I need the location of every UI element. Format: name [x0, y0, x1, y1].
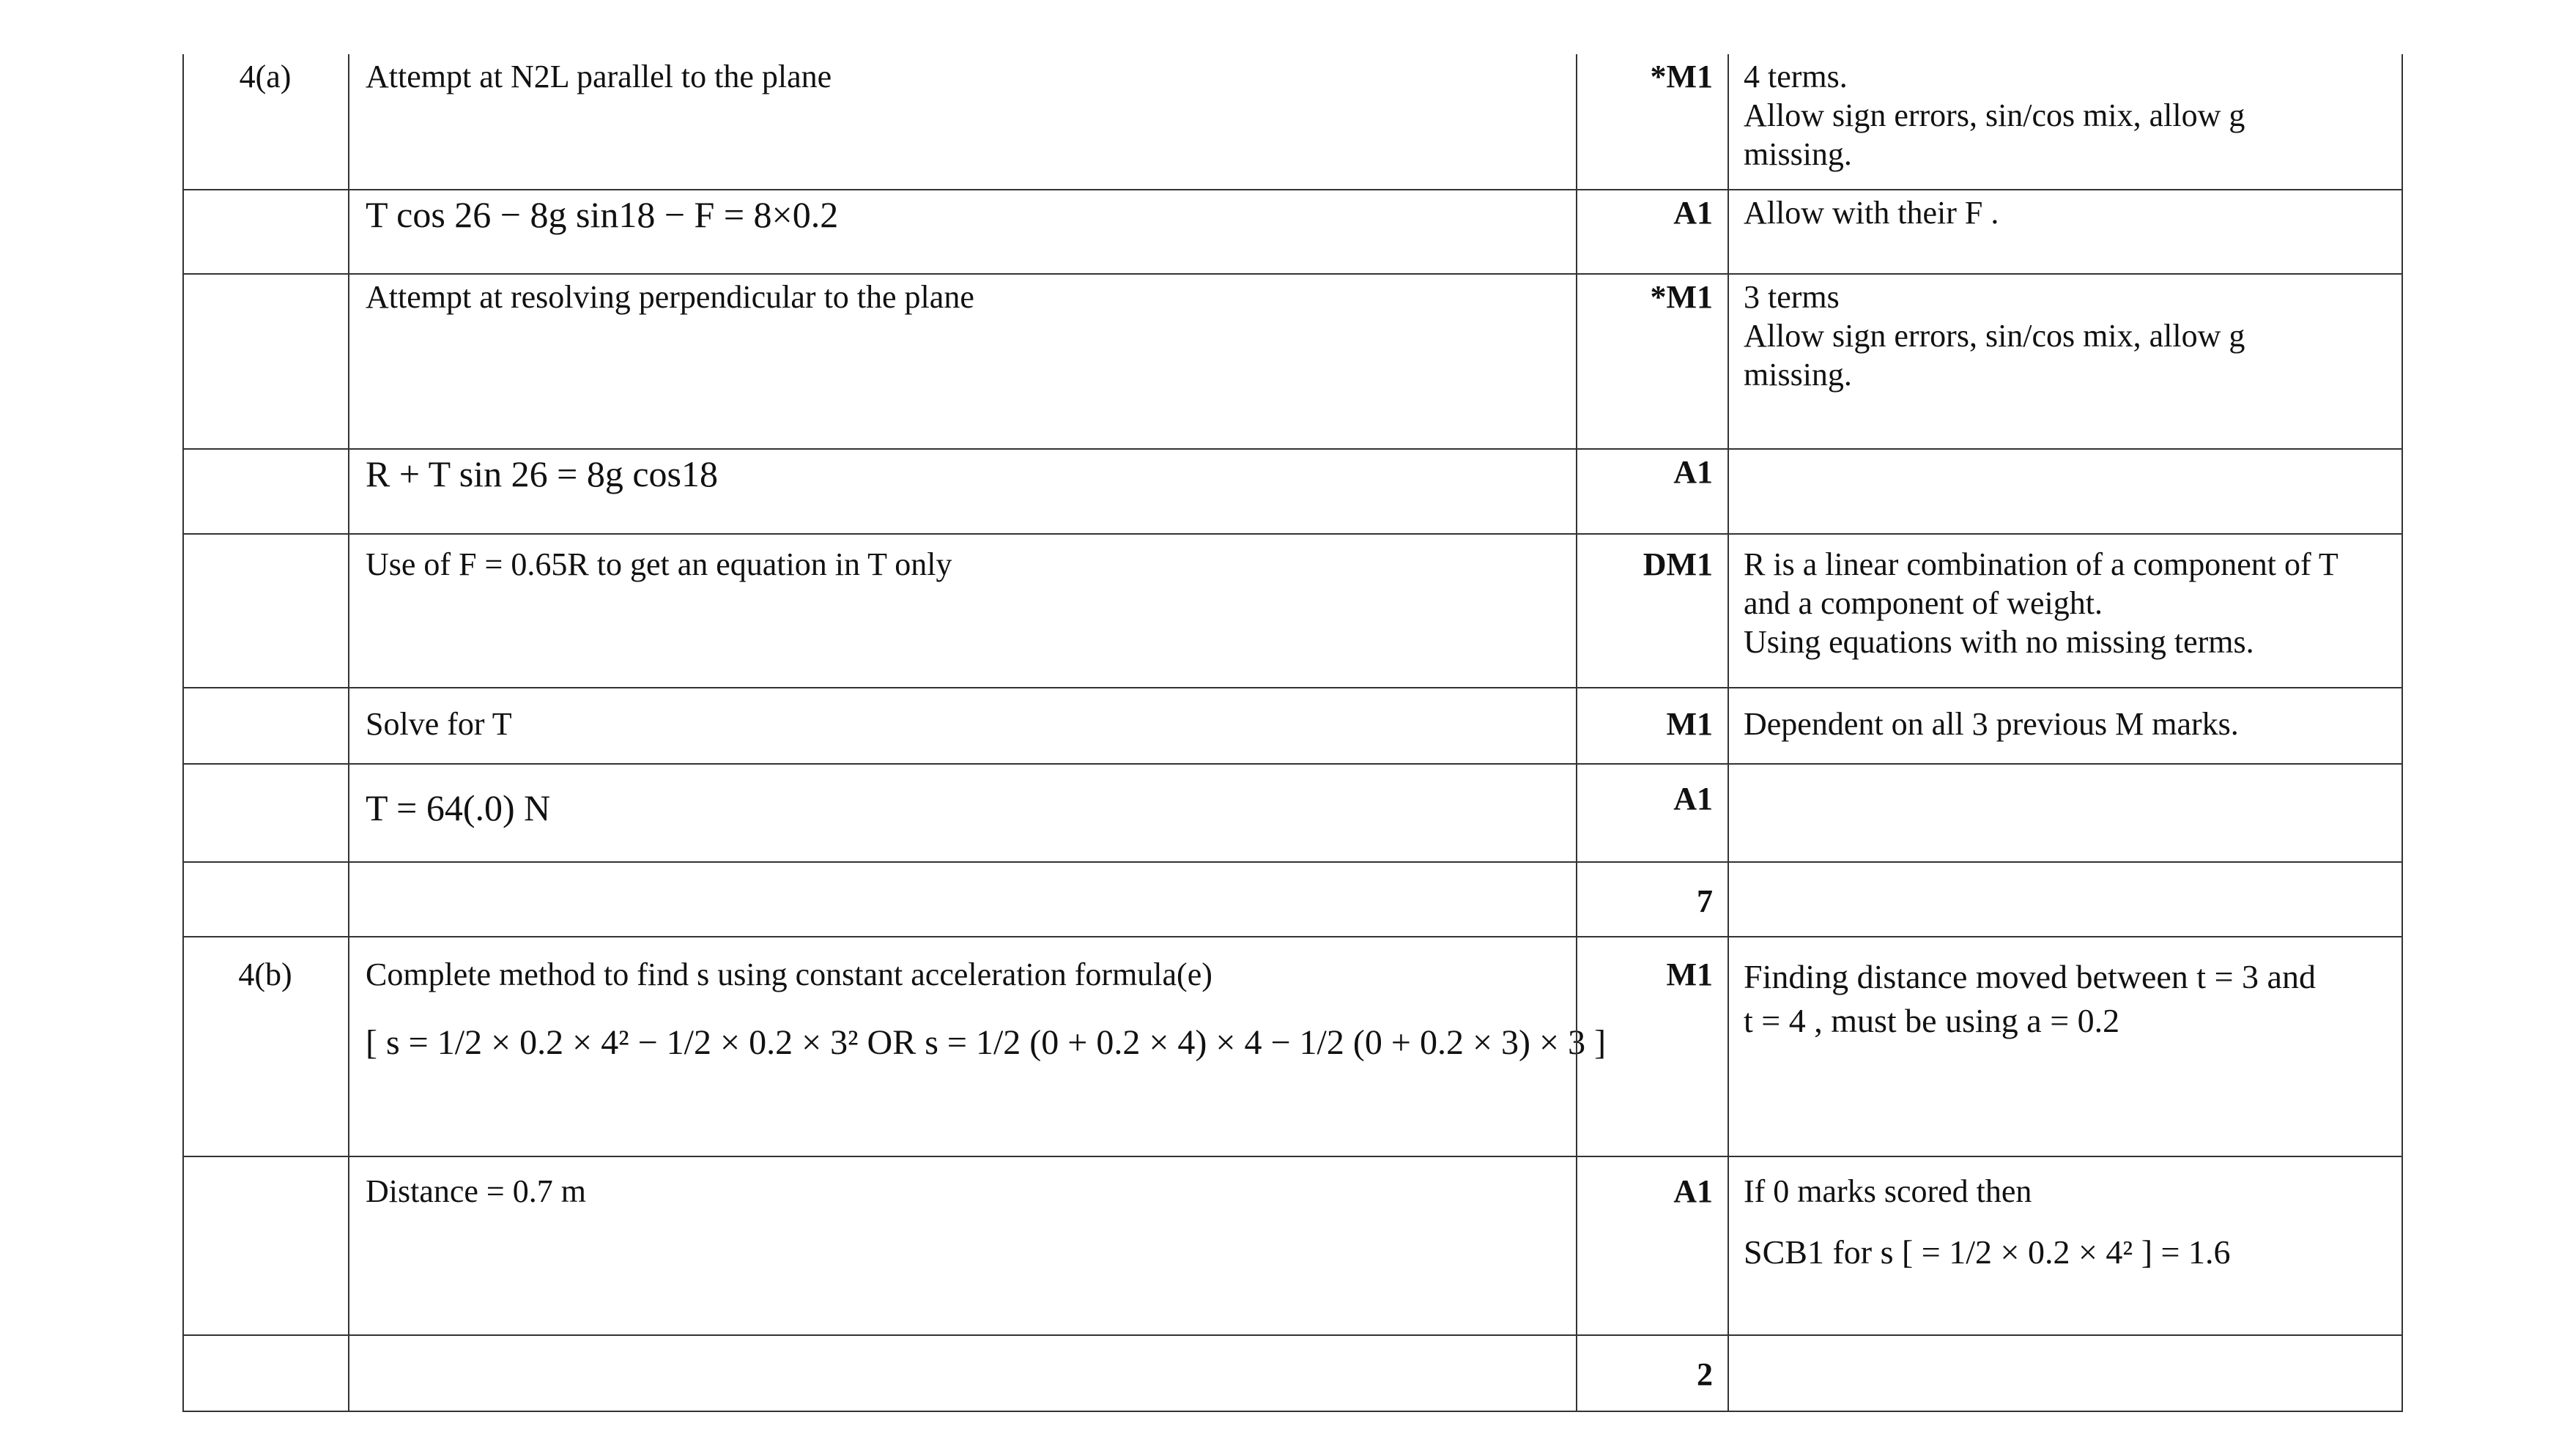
- guidance-cell: If 0 marks scored then SCB1 for s [ = 1/2 × 0.2 × 4² ] = 1.6: [1727, 1157, 2403, 1334]
- answer-cell: Solve for T: [348, 688, 1576, 763]
- answer-cell: Attempt at N2L parallel to the plane: [348, 54, 1576, 189]
- table-row: [182, 275, 2403, 450]
- table-row: [182, 863, 2403, 937]
- guidance-cell: 4 terms. Allow sign errors, sin/cos mix, allow g missing.: [1727, 54, 2403, 189]
- question-group-4a: [182, 54, 2403, 937]
- answer-cell: [348, 863, 1576, 936]
- table-row: [182, 937, 2403, 1157]
- mark-cell: M1: [1576, 937, 1727, 1156]
- mark-cell: A1: [1576, 190, 1727, 273]
- question-number: 4(a): [239, 59, 292, 94]
- answer-cell: Use of F = 0.65R to get an equation in T only: [348, 535, 1576, 687]
- mark-cell: A1: [1576, 450, 1727, 533]
- answer-cell: Distance = 0.7 m: [348, 1157, 1576, 1334]
- answer-cell: R + T sin 26 = 8g cos18: [348, 450, 1576, 533]
- table-row: [182, 688, 2403, 765]
- guidance-cell: Finding distance moved between t = 3 and t = 4 , must be using a = 0.2: [1727, 937, 2403, 1156]
- formula: [ s = 1/2 × 0.2 × 4² − 1/2 × 0.2 × 3² OR s = 1/2 (0 + 0.2 × 4) × 4 − 1/2 (0 + 0.2 × 3) × 3 ]: [366, 1023, 1607, 1062]
- mark-cell: *M1: [1576, 275, 1727, 448]
- table-row: [182, 765, 2403, 863]
- mark-cell: A1: [1576, 765, 1727, 861]
- guidance-cell: [1727, 1336, 2403, 1411]
- guidance-cell: Dependent on all 3 previous M marks.: [1727, 688, 2403, 763]
- mark-cell: M1: [1576, 688, 1727, 763]
- answer-cell: [348, 1336, 1576, 1411]
- guidance-cell: [1727, 450, 2403, 533]
- guidance-cell: [1727, 765, 2403, 861]
- mark-cell: *M1: [1576, 54, 1727, 189]
- guidance-cell: 3 terms Allow sign errors, sin/cos mix, allow g missing.: [1727, 275, 2403, 448]
- table-row: [182, 1157, 2403, 1336]
- table-row: [182, 190, 2403, 275]
- table-row: [182, 450, 2403, 535]
- answer-cell: T = 64(.0) N: [348, 765, 1576, 861]
- table-row: [182, 1336, 2403, 1412]
- table-row: [182, 54, 2403, 190]
- mark-cell: DM1: [1576, 535, 1727, 687]
- question-group-4b: [182, 937, 2403, 1412]
- answer-cell: Attempt at resolving perpendicular to the plane: [348, 275, 1576, 448]
- guidance-cell: [1727, 863, 2403, 936]
- total-mark-cell: 7: [1576, 863, 1727, 936]
- table-row: [182, 535, 2403, 688]
- mark-scheme-table: [182, 54, 2403, 1412]
- mark-cell: A1: [1576, 1157, 1727, 1334]
- guidance-cell: Allow with their F .: [1727, 190, 2403, 273]
- answer-cell: Complete method to find s using constant acceleration formula(e) [ s = 1/2 × 0.2 × 4² − 1/2 × 0.2 × 3² OR s = 1/2 (0 + 0.2 × 4) × 4 − 1/2 (0 + 0.2 × 3) × 3 ]: [348, 937, 1576, 1156]
- guidance-cell: R is a linear combination of a component of T and a component of weight. Using equations with no missing terms.: [1727, 535, 2403, 687]
- total-mark-cell: 2: [1576, 1336, 1727, 1411]
- answer-cell: T cos 26 − 8g sin18 − F = 8×0.2: [348, 190, 1576, 273]
- question-number: 4(b): [238, 957, 292, 992]
